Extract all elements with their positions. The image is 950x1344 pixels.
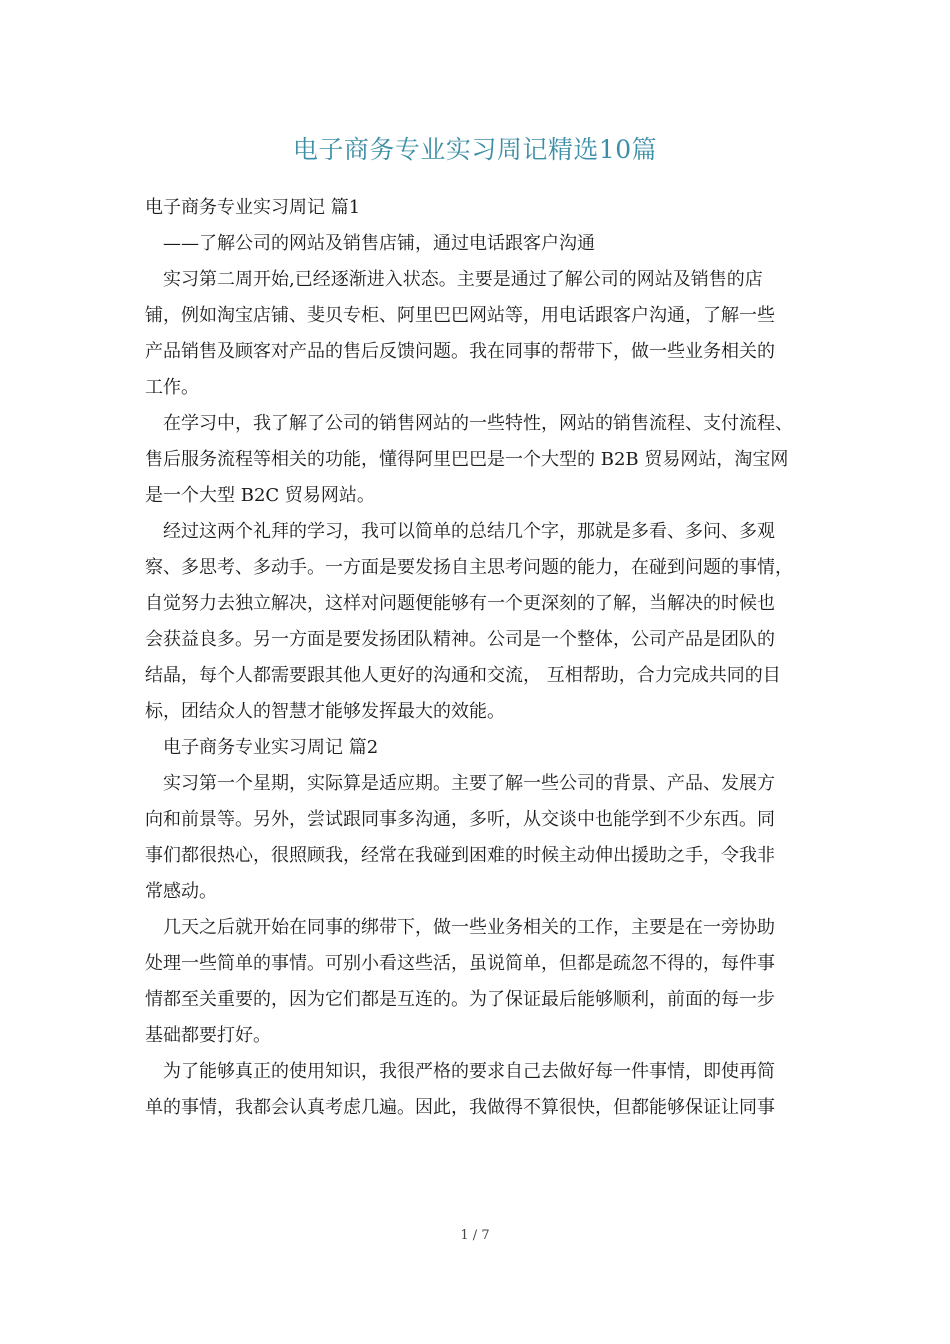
paragraph-line: 标，团结众人的智慧才能够发挥最大的效能。 [145,701,505,722]
section-subheading-1: ——了解公司的网站及销售店铺，通过电话跟客户沟通 [163,233,595,254]
paragraph-line: 售后服务流程等相关的功能，懂得阿里巴巴是一个大型的 B2B 贸易网站，淘宝网 [145,449,789,470]
paragraph-line: 单的事情，我都会认真考虑几遍。因此，我做得不算很快，但都能够保证让同事 [145,1097,775,1118]
paragraph-line: 实习第一个星期，实际算是适应期。主要了解一些公司的背景、产品、发展方 [163,773,775,794]
paragraph-line: 情都至关重要的，因为它们都是互连的。为了保证最后能够顺利，前面的每一步 [145,989,775,1010]
paragraph-line: 事们都很热心，很照顾我，经常在我碰到困难的时候主动伸出援助之手，令我非 [145,845,775,866]
section-heading-1: 电子商务专业实习周记 篇1 [145,197,361,218]
paragraph-line: 为了能够真正的使用知识，我很严格的要求自己去做好每一件事情，即使再简 [163,1061,775,1082]
paragraph-line: 产品销售及顾客对产品的售后反馈问题。我在同事的帮带下，做一些业务相关的 [145,341,775,362]
paragraph-line: 自觉努力去独立解决，这样对问题便能够有一个更深刻的了解，当解决的时候也 [145,593,775,614]
paragraph-line: 实习第二周开始,已经逐渐进入状态。主要是通过了解公司的网站及销售的店 [163,269,763,290]
paragraph-line: 经过这两个礼拜的学习，我可以简单的总结几个字，那就是多看、多问、多观 [163,521,775,542]
paragraph-line: 察、多思考、多动手。一方面是要发扬自主思考问题的能力，在碰到问题的事情， [145,557,793,578]
document-title: 电子商务专业实习周记精选10篇 [292,135,658,164]
paragraph-line: 几天之后就开始在同事的绑带下，做一些业务相关的工作，主要是在一旁协助 [163,917,775,938]
paragraph-line: 是一个大型 B2C 贸易网站。 [145,485,375,506]
section-heading-2: 电子商务专业实习周记 篇2 [163,737,379,758]
paragraph-line: 铺，例如淘宝店铺、斐贝专柜、阿里巴巴网站等，用电话跟客户沟通，了解一些 [145,305,775,326]
paragraph-line: 处理一些简单的事情。可别小看这些活，虽说简单，但都是疏忽不得的，每件事 [145,953,775,974]
paragraph-line: 向和前景等。另外，尝试跟同事多沟通，多听，从交谈中也能学到不少东西。同 [145,809,775,830]
paragraph-line: 会获益良多。另一方面是要发扬团队精神。公司是一个整体，公司产品是团队的 [145,629,775,650]
paragraph-line: 结晶，每个人都需要跟其他人更好的沟通和交流， 互相帮助，合力完成共同的目 [145,665,781,686]
paragraph-line: 常感动。 [145,881,217,902]
paragraph-line: 基础都要打好。 [145,1025,271,1046]
document-body [145,190,810,1126]
paragraph-line: 工作。 [145,377,199,398]
paragraph-line: 在学习中，我了解了公司的销售网站的一些特性，网站的销售流程、支付流程、 [163,413,793,434]
page-indicator: 1 / 7 [460,1228,490,1243]
